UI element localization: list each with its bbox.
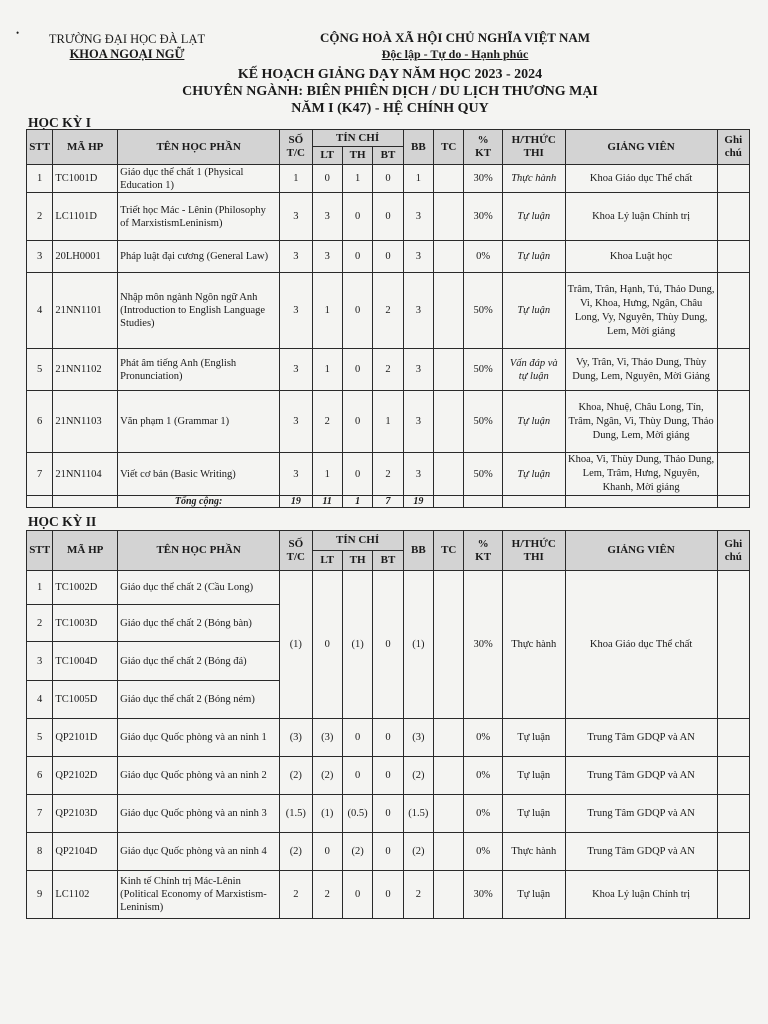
credits-cell: 3 <box>280 391 312 453</box>
tc-cell <box>434 719 464 757</box>
lt-cell: 3 <box>312 241 342 273</box>
note-cell <box>717 833 749 871</box>
course-name-cell: Giáo dục Quốc phòng và an ninh 2 <box>118 757 280 795</box>
bt-cell: 2 <box>373 273 403 349</box>
bt-cell: 0 <box>373 193 403 241</box>
credits-cell: (1.5) <box>280 795 312 833</box>
credits-cell: 2 <box>280 871 312 919</box>
col-giang-vien: GIẢNG VIÊN <box>565 130 717 165</box>
bb-cell: 1 <box>403 165 433 193</box>
col-giang-vien: GIẢNG VIÊN <box>565 531 717 571</box>
table-row <box>27 757 750 795</box>
table-row <box>27 571 750 605</box>
table-row <box>27 391 750 453</box>
course-code-cell: 21NN1104 <box>53 453 118 496</box>
kt-percent-cell: 50% <box>464 273 502 349</box>
stt-cell: 3 <box>27 642 53 681</box>
tc-cell <box>434 391 464 453</box>
tc-cell <box>434 795 464 833</box>
credits-cell: (3) <box>280 719 312 757</box>
national-header <box>290 30 620 62</box>
lt-cell: 1 <box>312 273 342 349</box>
course-name-cell: Giáo dục thể chất 2 (Bóng bàn) <box>118 605 280 642</box>
exam-type-cell: Thực hành <box>502 571 565 719</box>
semester-1-body <box>27 165 750 508</box>
lt-cell: 1 <box>312 453 342 496</box>
semester-2-body <box>27 571 750 919</box>
course-code-cell: 21NN1101 <box>53 273 118 349</box>
th-cell: 0 <box>342 391 372 453</box>
bt-cell: 0 <box>373 795 403 833</box>
bb-cell: 3 <box>403 453 433 496</box>
course-name-cell: Kinh tế Chính trị Mác-Lênin (Political Economy of Marxistism-Leninism) <box>118 871 280 919</box>
table-row <box>27 193 750 241</box>
col-hinh-thuc-thi: H/THỨC THI <box>502 130 565 165</box>
total-lt-cell: 11 <box>312 496 342 508</box>
course-name-cell: Giáo dục Quốc phòng và an ninh 3 <box>118 795 280 833</box>
semester-1-heading: HỌC KỲ I <box>28 115 92 130</box>
table-row <box>27 795 750 833</box>
th-cell: 0 <box>342 453 372 496</box>
table-row <box>27 719 750 757</box>
col-ma-hp: MÃ HP <box>53 531 118 571</box>
th-cell: 1 <box>342 165 372 193</box>
stt-cell: 2 <box>27 605 53 642</box>
kt-percent-cell: 50% <box>464 453 502 496</box>
kt-percent-cell: 0% <box>464 719 502 757</box>
note-cell <box>717 391 749 453</box>
lecturer-cell: Trung Tâm GDQP và AN <box>565 833 717 871</box>
lecturer-cell: Khoa, Nhuệ, Châu Long, Tín, Trâm, Ngân, Vi, Thùy Dung, Thảo Dung, Lem, Mời giảng <box>565 391 717 453</box>
bt-cell: 2 <box>373 453 403 496</box>
lt-cell: (2) <box>312 757 342 795</box>
scan-mark: • <box>16 28 20 38</box>
exam-type-cell: Vấn đáp và tự luận <box>502 349 565 391</box>
lt-cell: 0 <box>312 571 342 719</box>
col-lt: LT <box>312 147 342 165</box>
col-so-tc: SỐ T/C <box>280 531 312 571</box>
table-row <box>27 453 750 496</box>
stt-cell: 6 <box>27 757 53 795</box>
stt-cell: 5 <box>27 349 53 391</box>
total-bt-cell: 7 <box>373 496 403 508</box>
th-cell: 0 <box>342 719 372 757</box>
course-code-cell: TC1005D <box>53 681 118 719</box>
col-bb: BB <box>403 130 433 165</box>
course-name-cell: Viết cơ bản (Basic Writing) <box>118 453 280 496</box>
exam-type-cell: Tự luận <box>502 871 565 919</box>
lecturer-cell: Khoa Luật học <box>565 241 717 273</box>
note-cell <box>717 795 749 833</box>
kt-percent-cell: 0% <box>464 757 502 795</box>
faculty-name: KHOA NGOẠI NGỮ <box>69 47 185 61</box>
total-credits-cell: 19 <box>280 496 312 508</box>
col-so-tc: SỐ T/C <box>280 130 312 165</box>
kt-percent-cell: 30% <box>464 193 502 241</box>
table-row <box>27 871 750 919</box>
col-ten-hoc-phan: TÊN HỌC PHẦN <box>118 531 280 571</box>
course-name-cell: Phát âm tiếng Anh (English Pronunciation) <box>118 349 280 391</box>
course-code-cell: LC1101D <box>53 193 118 241</box>
stt-cell: 7 <box>27 795 53 833</box>
col-stt: STT <box>27 130 53 165</box>
stt-cell: 8 <box>27 833 53 871</box>
title-line-1: KẾ HOẠCH GIẢNG DẠY NĂM HỌC 2023 - 2024 <box>237 67 543 82</box>
exam-type-cell: Tự luận <box>502 795 565 833</box>
col-bt: BT <box>373 147 403 165</box>
kt-percent-cell: 30% <box>464 871 502 919</box>
total-blank-cell <box>27 496 53 508</box>
credits-cell: (2) <box>280 757 312 795</box>
exam-type-cell: Tự luận <box>502 453 565 496</box>
credits-cell: 3 <box>280 193 312 241</box>
bt-cell: 2 <box>373 349 403 391</box>
note-cell <box>717 241 749 273</box>
bt-cell: 0 <box>373 165 403 193</box>
bb-cell: (3) <box>403 719 433 757</box>
th-cell: 0 <box>342 757 372 795</box>
kt-percent-cell: 30% <box>464 571 502 719</box>
tc-cell <box>434 833 464 871</box>
col-ghi-chu: Ghi chú <box>717 531 749 571</box>
course-code-cell: QP2103D <box>53 795 118 833</box>
exam-type-cell: Tự luận <box>502 273 565 349</box>
semester-1-header <box>27 130 750 165</box>
bt-cell: 1 <box>373 391 403 453</box>
th-cell: (2) <box>342 833 372 871</box>
course-name-cell: Giáo dục Quốc phòng và an ninh 4 <box>118 833 280 871</box>
lt-cell: 1 <box>312 349 342 391</box>
stt-cell: 9 <box>27 871 53 919</box>
th-cell: 0 <box>342 871 372 919</box>
total-bb-cell: 19 <box>403 496 433 508</box>
credits-cell: 3 <box>280 241 312 273</box>
stt-cell: 7 <box>27 453 53 496</box>
th-cell: (0.5) <box>342 795 372 833</box>
title-line-3: NĂM I (K47) - HỆ CHÍNH QUY <box>291 101 489 116</box>
bt-cell: 0 <box>373 719 403 757</box>
lecturer-cell: Trâm, Trân, Hạnh, Tú, Thảo Dung, Vi, Khoa, Hưng, Ngân, Châu Long, Vy, Nguyên, Thùy Dung, Lem, Mời giảng <box>565 273 717 349</box>
university-name: TRƯỜNG ĐẠI HỌC ĐÀ LẠT <box>48 32 206 46</box>
lt-cell: 3 <box>312 193 342 241</box>
tc-cell <box>434 165 464 193</box>
lt-cell: 0 <box>312 165 342 193</box>
bb-cell: 3 <box>403 241 433 273</box>
course-code-cell: 20LH0001 <box>53 241 118 273</box>
col-bt: BT <box>373 551 403 571</box>
total-blank-cell <box>464 496 502 508</box>
bb-cell: 3 <box>403 273 433 349</box>
course-code-cell: QP2102D <box>53 757 118 795</box>
course-name-cell: Giáo dục Quốc phòng và an ninh 1 <box>118 719 280 757</box>
bb-cell: (2) <box>403 757 433 795</box>
course-code-cell: 21NN1102 <box>53 349 118 391</box>
bb-cell: 2 <box>403 871 433 919</box>
col-tin-chi: TÍN CHỈ <box>312 130 403 147</box>
course-name-cell: Giáo dục thể chất 1 (Physical Education 1) <box>118 165 280 193</box>
note-cell <box>717 757 749 795</box>
lt-cell: 2 <box>312 871 342 919</box>
col-th: TH <box>342 551 372 571</box>
semester-2-header <box>27 531 750 571</box>
semester-2-heading: HỌC KỲ II <box>28 514 97 529</box>
note-cell <box>717 193 749 241</box>
course-name-cell: Pháp luật đại cương (General Law) <box>118 241 280 273</box>
lt-cell: (3) <box>312 719 342 757</box>
stt-cell: 4 <box>27 681 53 719</box>
col-tin-chi: TÍN CHỈ <box>312 531 403 551</box>
credits-cell: 1 <box>280 165 312 193</box>
national-motto: Độc lập - Tự do - Hạnh phúc <box>381 47 529 61</box>
note-cell <box>717 349 749 391</box>
table-row <box>27 833 750 871</box>
total-blank-cell <box>53 496 118 508</box>
course-name-cell: Văn phạm 1 (Grammar 1) <box>118 391 280 453</box>
lecturer-cell: Khoa Lý luận Chính trị <box>565 871 717 919</box>
bb-cell: 3 <box>403 349 433 391</box>
course-code-cell: QP2104D <box>53 833 118 871</box>
bb-cell: 3 <box>403 391 433 453</box>
stt-cell: 2 <box>27 193 53 241</box>
credits-cell: 3 <box>280 453 312 496</box>
stt-cell: 1 <box>27 571 53 605</box>
kt-percent-cell: 0% <box>464 833 502 871</box>
note-cell <box>717 165 749 193</box>
lt-cell: 0 <box>312 833 342 871</box>
lecturer-cell: Khoa Giáo dục Thể chất <box>565 571 717 719</box>
bt-cell: 0 <box>373 241 403 273</box>
course-name-cell: Giáo dục thể chất 2 (Cầu Long) <box>118 571 280 605</box>
exam-type-cell: Tự luận <box>502 193 565 241</box>
note-cell <box>717 871 749 919</box>
col-bb: BB <box>403 531 433 571</box>
col-hinh-thuc-thi: H/THỨC THI <box>502 531 565 571</box>
tc-cell <box>434 571 464 719</box>
bt-cell: 0 <box>373 833 403 871</box>
stt-cell: 1 <box>27 165 53 193</box>
kt-percent-cell: 0% <box>464 241 502 273</box>
course-code-cell: TC1001D <box>53 165 118 193</box>
course-name-cell: Giáo dục thể chất 2 (Bóng đá) <box>118 642 280 681</box>
exam-type-cell: Thực hành <box>502 165 565 193</box>
credits-cell: (1) <box>280 571 312 719</box>
exam-type-cell: Tự luận <box>502 719 565 757</box>
course-name-cell: Triết học Mác - Lênin (Philosophy of MarxistismLeninism) <box>118 193 280 241</box>
bt-cell: 0 <box>373 571 403 719</box>
bb-cell: (2) <box>403 833 433 871</box>
semester-2-table <box>26 530 750 919</box>
total-blank-cell <box>434 496 464 508</box>
lecturer-cell: Khoa, Vi, Thùy Dung, Thảo Dung, Lem, Trâm, Hưng, Nguyên, Khanh, Mời giảng <box>565 453 717 496</box>
lecturer-cell: Vy, Trân, Vi, Thảo Dung, Thùy Dung, Lem, Nguyên, Mời Giảng <box>565 349 717 391</box>
col-ghi-chu: Ghi chú <box>717 130 749 165</box>
exam-type-cell: Tự luận <box>502 241 565 273</box>
title-line-2: CHUYÊN NGÀNH: BIÊN PHIÊN DỊCH / DU LỊCH THƯƠNG MẠI <box>182 84 598 99</box>
bt-cell: 0 <box>373 871 403 919</box>
tc-cell <box>434 273 464 349</box>
bt-cell: 0 <box>373 757 403 795</box>
stt-cell: 5 <box>27 719 53 757</box>
th-cell: 0 <box>342 193 372 241</box>
credits-cell: 3 <box>280 349 312 391</box>
bb-cell: (1) <box>403 571 433 719</box>
bb-cell: 3 <box>403 193 433 241</box>
country-name: CỘNG HOÀ XÃ HỘI CHỦ NGHĨA VIỆT NAM <box>319 30 591 45</box>
table-row <box>27 241 750 273</box>
lt-cell: (1) <box>312 795 342 833</box>
course-code-cell: LC1102 <box>53 871 118 919</box>
table-row <box>27 349 750 391</box>
credits-cell: (2) <box>280 833 312 871</box>
total-th-cell: 1 <box>342 496 372 508</box>
course-code-cell: QP2101D <box>53 719 118 757</box>
total-blank-cell <box>502 496 565 508</box>
document-title <box>120 66 660 117</box>
col-lt: LT <box>312 551 342 571</box>
semester-1-table <box>26 129 750 508</box>
stt-cell: 3 <box>27 241 53 273</box>
table-row <box>27 273 750 349</box>
tc-cell <box>434 871 464 919</box>
col-ma-hp: MÃ HP <box>53 130 118 165</box>
tc-cell <box>434 193 464 241</box>
kt-percent-cell: 50% <box>464 391 502 453</box>
col-tc: TC <box>434 130 464 165</box>
col-pct-kt: % KT <box>464 531 502 571</box>
tc-cell <box>434 241 464 273</box>
lecturer-cell: Khoa Giáo dục Thể chất <box>565 165 717 193</box>
kt-percent-cell: 50% <box>464 349 502 391</box>
lecturer-cell: Trung Tâm GDQP và AN <box>565 795 717 833</box>
col-stt: STT <box>27 531 53 571</box>
lecturer-cell: Trung Tâm GDQP và AN <box>565 719 717 757</box>
col-pct-kt: % KT <box>464 130 502 165</box>
course-code-cell: 21NN1103 <box>53 391 118 453</box>
course-code-cell: TC1004D <box>53 642 118 681</box>
lt-cell: 2 <box>312 391 342 453</box>
col-tc: TC <box>434 531 464 571</box>
th-cell: 0 <box>342 241 372 273</box>
bb-cell: (1.5) <box>403 795 433 833</box>
stt-cell: 4 <box>27 273 53 349</box>
institution-header <box>22 32 232 62</box>
course-name-cell: Nhập môn ngành Ngôn ngữ Anh (Introduction to English Language Studies) <box>118 273 280 349</box>
stt-cell: 6 <box>27 391 53 453</box>
lecturer-cell: Khoa Lý luận Chính trị <box>565 193 717 241</box>
kt-percent-cell: 30% <box>464 165 502 193</box>
th-cell: 0 <box>342 273 372 349</box>
exam-type-cell: Tự luận <box>502 757 565 795</box>
note-cell <box>717 453 749 496</box>
tc-cell <box>434 757 464 795</box>
course-code-cell: TC1003D <box>53 605 118 642</box>
th-cell: 0 <box>342 349 372 391</box>
tc-cell <box>434 349 464 391</box>
credits-cell: 3 <box>280 273 312 349</box>
tc-cell <box>434 453 464 496</box>
total-blank-cell <box>717 496 749 508</box>
total-blank-cell <box>565 496 717 508</box>
table-row <box>27 165 750 193</box>
note-cell <box>717 719 749 757</box>
th-cell: (1) <box>342 571 372 719</box>
note-cell <box>717 273 749 349</box>
total-row <box>27 496 750 508</box>
total-label-cell: Tổng cộng: <box>118 496 280 508</box>
note-cell <box>717 571 749 719</box>
exam-type-cell: Thực hành <box>502 833 565 871</box>
col-ten-hoc-phan: TÊN HỌC PHẦN <box>118 130 280 165</box>
course-code-cell: TC1002D <box>53 571 118 605</box>
exam-type-cell: Tự luận <box>502 391 565 453</box>
course-name-cell: Giáo dục thể chất 2 (Bóng ném) <box>118 681 280 719</box>
lecturer-cell: Trung Tâm GDQP và AN <box>565 757 717 795</box>
col-th: TH <box>342 147 372 165</box>
kt-percent-cell: 0% <box>464 795 502 833</box>
